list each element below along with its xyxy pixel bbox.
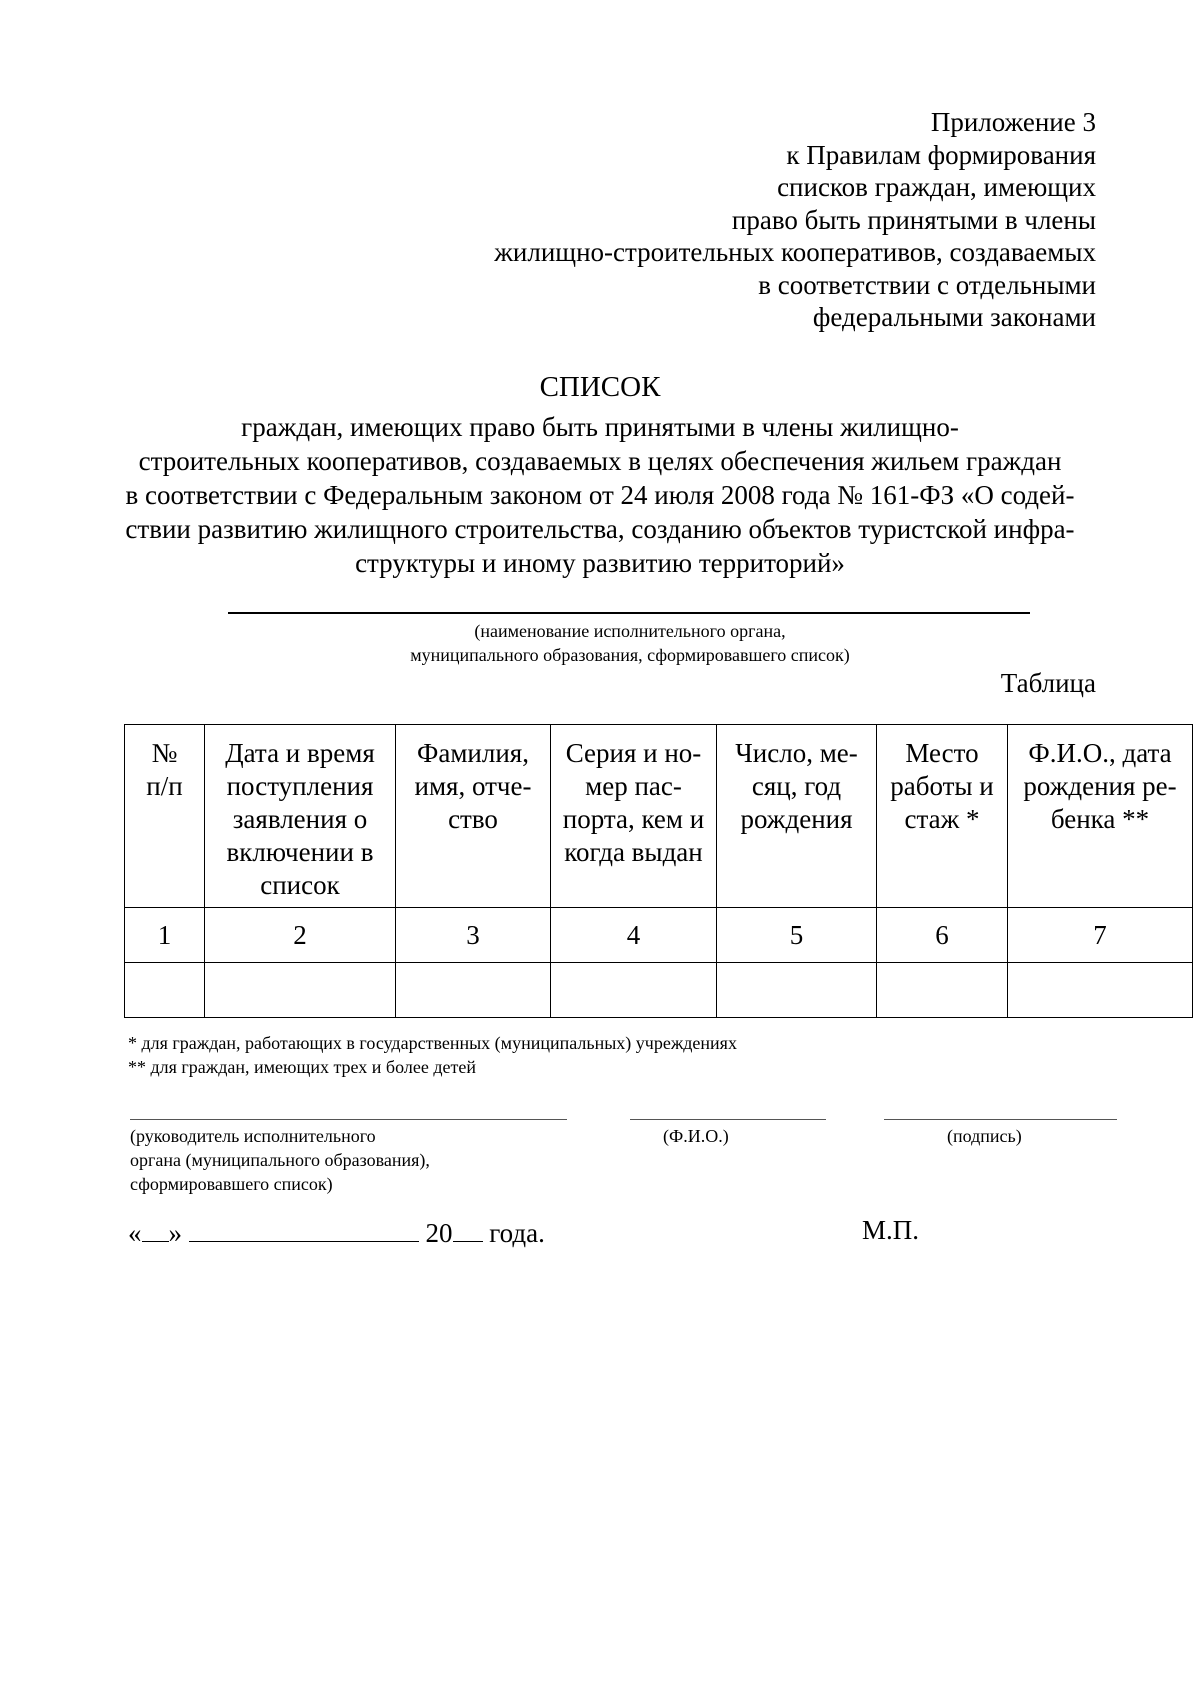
year-blank[interactable] [453, 1215, 483, 1242]
empty-cell[interactable] [205, 963, 396, 1018]
subtitle-line: структуры и иному развитию территорий» [355, 548, 845, 578]
table-number-row [125, 908, 1193, 963]
appendix-line: к Правилам формирования [786, 139, 1096, 170]
subtitle-line: строительных кооперативов, создаваемых в целях обеспечения жильем граждан [138, 446, 1062, 476]
date-line [128, 1215, 545, 1249]
header-cell-birth-date: Число, ме- сяц, год рождения [717, 725, 877, 908]
month-blank[interactable] [189, 1215, 419, 1242]
appendix-line: право быть принятыми в члены [731, 204, 1096, 235]
empty-cell[interactable] [125, 963, 205, 1018]
header-cell-full-name: Фамилия, имя, отче- ство [396, 725, 551, 908]
head-caption-line-2: органа (муниципального образования), [130, 1150, 430, 1170]
table-label: Таблица [1000, 668, 1096, 698]
column-number: 7 [1008, 908, 1193, 963]
footnote-2: ** для граждан, имеющих трех и более детей [128, 1057, 476, 1077]
header-cell-passport: Серия и но- мер пас- порта, кем и когда выдан [551, 725, 717, 908]
org-caption-line-2: муниципального образования, сформировавшего список) [410, 645, 850, 665]
close-quote: » [168, 1218, 182, 1248]
year-suffix: года. [489, 1218, 545, 1248]
appendix-line: Приложение 3 [930, 107, 1096, 137]
signature-line[interactable] [884, 1119, 1117, 1120]
fio-caption: (Ф.И.О.) [663, 1126, 729, 1146]
column-number: 6 [877, 908, 1008, 963]
appendix-line: в соответствии с отдельными [758, 269, 1096, 300]
document-title: СПИСОК [539, 371, 661, 403]
column-number: 3 [396, 908, 551, 963]
header-cell-child: Ф.И.О., дата рождения ре- бенка ** [1008, 725, 1193, 908]
head-signature-line[interactable] [130, 1119, 567, 1120]
header-cell-number: № п/п [125, 725, 205, 908]
column-number: 1 [125, 908, 205, 963]
open-quote: « [128, 1218, 142, 1248]
document-subtitle [80, 410, 1120, 580]
empty-cell[interactable] [877, 963, 1008, 1018]
head-caption-line-3: сформировавшего список) [130, 1174, 333, 1194]
appendix-line: федеральными законами [812, 302, 1096, 332]
year-prefix: 20 [425, 1218, 453, 1248]
empty-cell[interactable] [396, 963, 551, 1018]
header-cell-workplace: Место работы и стаж * [877, 725, 1008, 908]
empty-cell[interactable] [717, 963, 877, 1018]
seal-placeholder: М.П. [862, 1215, 920, 1245]
appendix-header [494, 106, 1096, 334]
header-cell-application-date: Дата и время поступления заявления о включении в список [205, 725, 396, 908]
column-number: 2 [205, 908, 396, 963]
head-caption [130, 1124, 430, 1196]
subtitle-line: в соответствии с Федеральным законом от 24 июля 2008 года № 161-ФЗ «О содей- [125, 480, 1075, 510]
org-name-field-line [228, 612, 1030, 614]
org-name-caption [300, 619, 960, 667]
fio-line[interactable] [630, 1119, 826, 1120]
appendix-line: списков граждан, имеющих [777, 172, 1096, 202]
subtitle-line: ствии развитию жилищного строительства, созданию объектов туристской инфра- [125, 514, 1075, 544]
footnote-1: * для граждан, работающих в государственных (муниципальных) учреждениях [128, 1033, 737, 1053]
column-number: 4 [551, 908, 717, 963]
citizens-table [124, 724, 1193, 1018]
day-blank[interactable] [142, 1215, 169, 1242]
column-number: 5 [717, 908, 877, 963]
empty-cell[interactable] [551, 963, 717, 1018]
footnotes [128, 1031, 737, 1079]
head-caption-line-1: (руководитель исполнительного [130, 1126, 376, 1146]
org-caption-line-1: (наименование исполнительного органа, [474, 621, 786, 641]
table-header-row [125, 725, 1193, 908]
subtitle-line: граждан, имеющих право быть принятыми в члены жилищно- [241, 412, 959, 442]
table-empty-row [125, 963, 1193, 1018]
signature-caption: (подпись) [947, 1126, 1022, 1146]
appendix-line: жилищно-строительных кооперативов, создаваемых [494, 237, 1096, 267]
empty-cell[interactable] [1008, 963, 1193, 1018]
